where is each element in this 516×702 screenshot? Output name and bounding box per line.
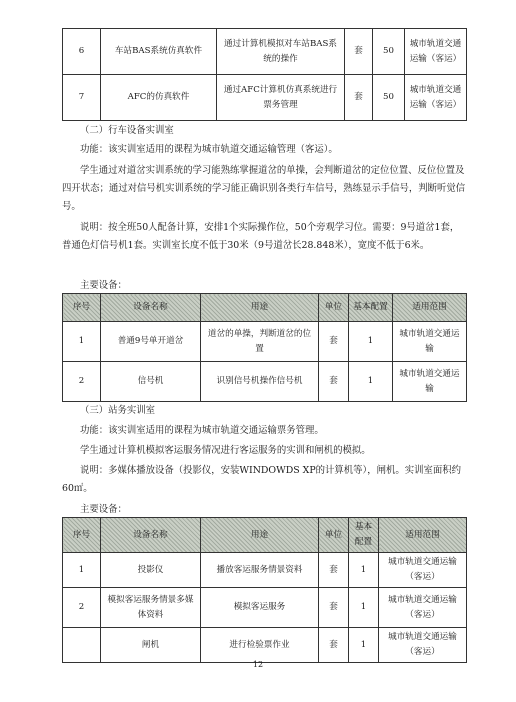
cell-unit: 套 — [319, 588, 349, 628]
cell-name: 模拟客运服务情景多媒体资料 — [101, 588, 201, 628]
equipment-table — [62, 517, 467, 663]
cell-qty: 50 — [373, 75, 405, 121]
header-name: 设备名称 — [101, 294, 201, 322]
table-row — [63, 628, 467, 663]
header-name: 设备名称 — [101, 518, 201, 553]
cell-unit: 套 — [345, 29, 373, 75]
cell-scope: 城市轨道交通运输（客运） — [379, 553, 467, 588]
section-heading: （三）站务实训室 — [80, 405, 156, 416]
cell-no: 2 — [63, 588, 101, 628]
cell-name: 信号机 — [101, 362, 201, 402]
cell-scope: 城市轨道交通运输（客运） — [405, 75, 467, 121]
equipment-table-continued — [62, 28, 467, 121]
table-row — [63, 29, 467, 75]
header-scope: 适用范围 — [393, 294, 467, 322]
cell-no — [63, 628, 101, 663]
cell-use: 识别信号机操作信号机 — [201, 362, 319, 402]
header-use: 用途 — [201, 518, 319, 553]
header-config: 基本配置 — [349, 294, 393, 322]
cell-qty: 50 — [373, 29, 405, 75]
cell-scope: 城市轨道交通运输 — [393, 322, 467, 362]
cell-qty: 1 — [349, 322, 393, 362]
cell-scope: 城市轨道交通运输（客运） — [405, 29, 467, 75]
cell-qty: 1 — [349, 588, 379, 628]
table-header-row — [63, 518, 467, 553]
cell-use: 进行检验票作业 — [201, 628, 319, 663]
function-text: 功能：该实训室适用的课程为城市轨道交通运输管理（客运）。 — [80, 144, 338, 155]
cell-qty: 1 — [349, 628, 379, 663]
cell-qty: 1 — [349, 362, 393, 402]
note-text: 说明：按全班50人配备计算，安排1个实际操作位，50个旁观学习位。需要：9号道岔1套，普通色灯信号机1套。实训室长度不低于30米（9号道岔长28.848米），宽度不低于6米。 — [62, 222, 460, 251]
description-text: 学生通过对道岔实训系统的学习能熟练掌握道岔的单操，会判断道岔的定位位置、反位位置及四开状态；通过对信号机实训系统的学习能正确识别各类行车信号，熟练显示手信号，判断听觉信号。 — [62, 165, 466, 212]
cell-unit: 套 — [345, 75, 373, 121]
cell-unit: 套 — [319, 553, 349, 588]
cell-use: 模拟客运服务 — [201, 588, 319, 628]
table-row — [63, 362, 467, 402]
header-unit: 单位 — [319, 518, 349, 553]
equipment-label: 主要设备： — [80, 280, 127, 291]
cell-use: 通过计算机模拟对车站BAS系统的操作 — [217, 29, 345, 75]
header-no: 序号 — [63, 294, 101, 322]
cell-no: 2 — [63, 362, 101, 402]
section-heading: （二）行车设备实训室 — [80, 125, 174, 136]
cell-unit: 套 — [319, 628, 349, 663]
table-row — [63, 75, 467, 121]
cell-no: 7 — [63, 75, 101, 121]
table-header-row — [63, 294, 467, 322]
table-row — [63, 588, 467, 628]
cell-unit: 套 — [319, 322, 349, 362]
cell-use: 通过AFC计算机仿真系统进行票务管理 — [217, 75, 345, 121]
header-no: 序号 — [63, 518, 101, 553]
header-unit: 单位 — [319, 294, 349, 322]
equipment-table — [62, 293, 467, 402]
page-number: 12 — [252, 660, 264, 669]
cell-use: 道岔的单操，判断道岔的位置 — [201, 322, 319, 362]
cell-qty: 1 — [349, 553, 379, 588]
cell-name: 车站BAS系统仿真软件 — [101, 29, 217, 75]
description-text: 学生通过计算机模拟客运服务情况进行客运服务的实训和闸机的模拟。 — [80, 445, 371, 456]
function-text: 功能：该实训室适用的课程为城市轨道交通运输票务管理。 — [80, 425, 324, 436]
cell-unit: 套 — [319, 362, 349, 402]
cell-name: 闸机 — [101, 628, 201, 663]
cell-scope: 城市轨道交通运输（客运） — [379, 628, 467, 663]
cell-name: 普通9号单开道岔 — [101, 322, 201, 362]
cell-scope: 城市轨道交通运输 — [393, 362, 467, 402]
table-row — [63, 553, 467, 588]
table-row — [63, 322, 467, 362]
header-use: 用途 — [201, 294, 319, 322]
cell-name: AFC的仿真软件 — [101, 75, 217, 121]
header-scope: 适用范围 — [379, 518, 467, 553]
equipment-label: 主要设备： — [80, 504, 127, 515]
cell-no: 1 — [63, 322, 101, 362]
cell-use: 播放客运服务情景资料 — [201, 553, 319, 588]
cell-no: 6 — [63, 29, 101, 75]
header-config: 基本配置 — [349, 518, 379, 553]
cell-no: 1 — [63, 553, 101, 588]
cell-scope: 城市轨道交通运输（客运） — [379, 588, 467, 628]
cell-name: 投影仪 — [101, 553, 201, 588]
note-text: 说明：多媒体播放设备（投影仪，安装WINDOWDS XP的计算机等），闸机。实训室面积约60㎡。 — [62, 465, 461, 494]
